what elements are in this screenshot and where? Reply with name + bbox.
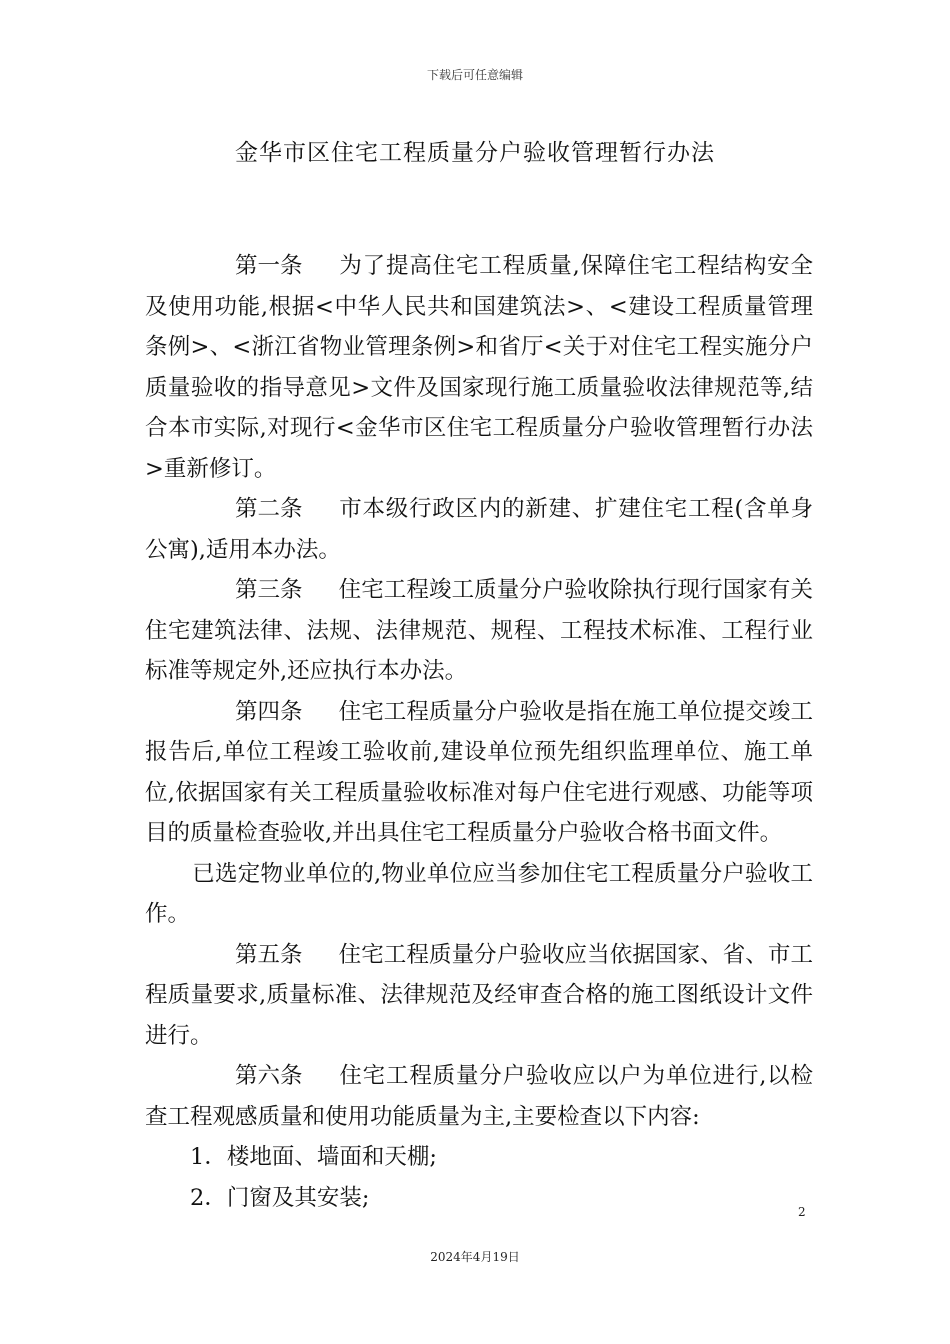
page-number: 2	[798, 1205, 806, 1219]
document-body	[145, 246, 813, 1218]
article-paragraph	[145, 489, 813, 570]
article-continuation-paragraph	[145, 854, 813, 935]
article-paragraph	[145, 1056, 813, 1137]
article-number: 第四条	[235, 698, 303, 725]
article-text: 市本级行政区内的新建、扩建住宅工程(含单身公寓),适用本办法。	[145, 496, 813, 563]
article-number: 第三条	[235, 577, 303, 603]
article-text: 住宅工程质量分户验收应当依据国家、省、市工程质量要求,质量标准、法律规范及经审查合格的施工图纸设计文件进行。	[145, 941, 813, 1049]
document-title: 金华市区住宅工程质量分户验收管理暂行办法	[235, 140, 715, 166]
article-text: 住宅工程质量分户验收是指在施工单位提交竣工报告后,单位工程竣工验收前,建设单位预先组织监理单位、施工单位,依据国家有关工程质量验收标准对每户住宅进行观感、功能等项目的质量检查验收,并出具住宅工程质量分户验收合格书面文件。	[145, 698, 813, 846]
article-text: 为了提高住宅工程质量,保障住宅工程结构安全及使用功能,根据<中华人民共和国建筑法>、<建设工程质量管理条例>、<浙江省物业管理条例>和省厅<关于对住宅工程实施分户质量验收的指导意见>文件及国家现行施工质量验收法律规范等,结合本市实际,对现行<金华市区住宅工程质量分户验收管理暂行办法>重新修订。	[145, 253, 813, 482]
header-note: 下载后可任意编辑	[426, 68, 523, 82]
list-item: 2．门窗及其安装;	[190, 1184, 370, 1211]
footer-date: 2024年4月19日	[430, 1250, 520, 1264]
article-text: 住宅工程竣工质量分户验收除执行现行国家有关住宅建筑法律、法规、法律规范、规程、工程技术标准、工程行业标准等规定外,还应执行本办法。	[145, 577, 813, 684]
article-number: 第二条	[235, 496, 303, 522]
list-item: 1．楼地面、墙面和天棚;	[190, 1144, 437, 1170]
article-number: 第一条	[235, 253, 303, 279]
article-paragraph	[145, 570, 813, 692]
article-number: 第六条	[235, 1063, 303, 1089]
article-number: 第五条	[235, 941, 303, 968]
article-text: 已选定物业单位的,物业单位应当参加住宅工程质量分户验收工作。	[145, 860, 813, 927]
article-paragraph	[145, 246, 813, 489]
article-paragraph	[145, 692, 813, 854]
article-text: 住宅工程质量分户验收应以户为单位进行,以检查工程观感质量和使用功能质量为主,主要检查以下内容:	[145, 1063, 813, 1130]
article-paragraph	[145, 935, 813, 1057]
